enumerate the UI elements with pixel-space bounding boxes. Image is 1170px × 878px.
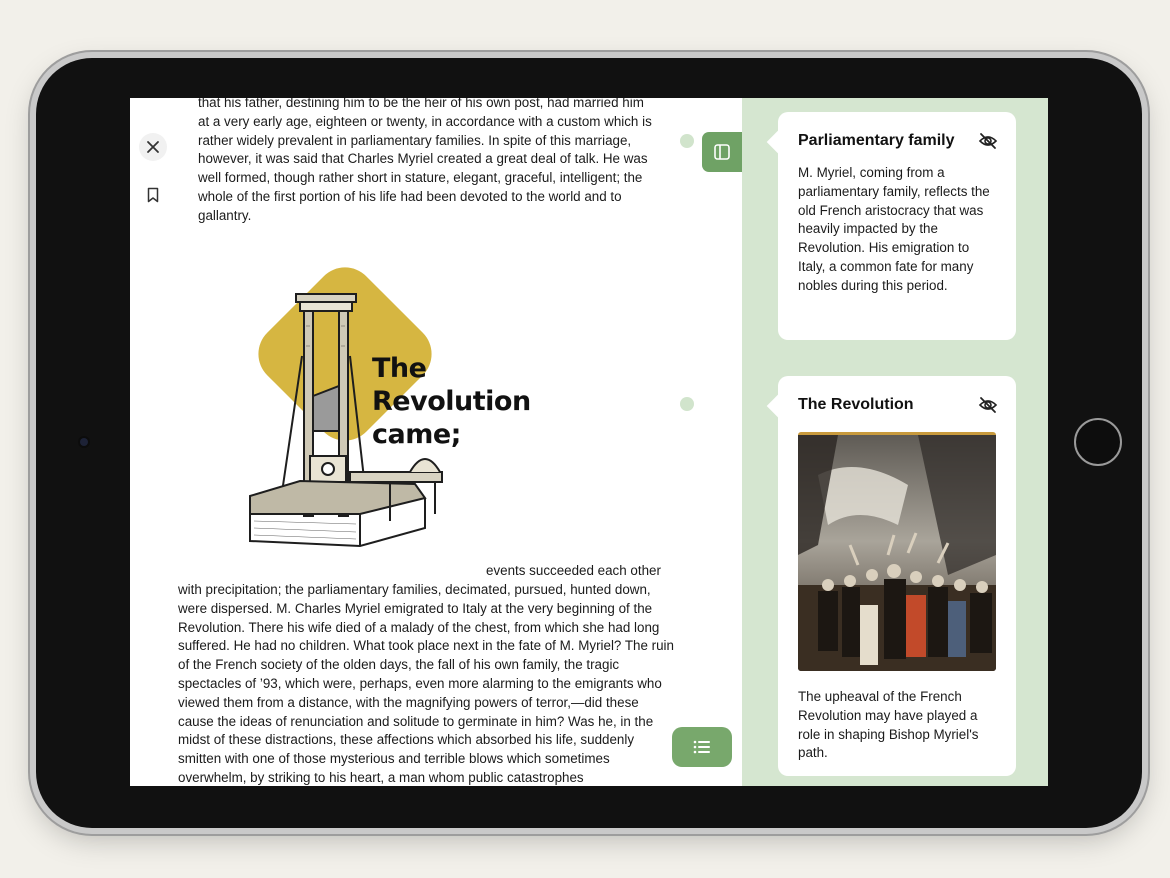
annotation-marker[interactable] (680, 134, 694, 148)
close-icon (146, 140, 160, 154)
annotation-card (778, 112, 1016, 340)
table-of-contents-button[interactable] (672, 727, 732, 767)
list-icon (693, 740, 711, 754)
annotation-title: Parliamentary family (798, 132, 955, 149)
sidebar-panel-icon (713, 143, 731, 161)
home-button[interactable] (1074, 418, 1122, 466)
bookmark-button[interactable] (139, 181, 167, 209)
heading-line: Revolution (372, 386, 531, 417)
annotation-body: M. Myriel, coming from a parliamentary family, reflects the old French aristocracy that was heavily impacted by the Revolution. His emigration to Italy, a common fate for many nobles during this period. (798, 165, 990, 293)
reader-pane (130, 98, 742, 786)
bookmark-icon (146, 187, 160, 203)
eye-off-icon[interactable] (978, 132, 998, 150)
front-camera (80, 438, 88, 446)
annotations-panel (742, 98, 1048, 786)
heading-line: The (372, 353, 427, 384)
book-paragraph: with precipitation; the parliamentary families, decimated, pursued, hunted down, were dispersed. M. Charles Myriel emigrated to Italy at the very beginning of the Revolution. There his wife died of a malady of the chest, from which she had long suffered. He had no children. What took place next in the fate of M. Myriel? The ruin of the French society of the olden days, the fall of his own family, the tragic spectacles of ’93, which were, perhaps, even more alarming to the emigrants who viewed them from a distance, with the magnifying powers of terror,—did these cause the ideas of renunciation and solitude to germinate in him? Was he, in the midst of these distractions, these affections which absorbed his life, suddenly smitten with one of those mysterious and terrible blows which sometimes overwhelm, by striking to his heart, a man whom public catastrophes (178, 582, 674, 785)
panel-toggle-button[interactable] (702, 132, 742, 172)
chapter-heading (372, 352, 531, 451)
book-paragraph: that his father, destining him to be the heir of his own post, had married him at a very early age, eighteen or twenty, in accordance with a custom which is rather widely prevalent in parliamentary families. In spite of this marriage, however, it was said that Charles Myriel created a great deal of talk. He was well formed, though rather short in stature, elegant, graceful, intelligent; the whole of the first portion of his life had been devoted to the world and to gallantry. (198, 98, 652, 223)
annotation-card (778, 376, 1016, 776)
screen (130, 98, 1048, 786)
book-paragraph-start: events succeeded each other (486, 563, 661, 578)
revolution-painting (798, 432, 996, 671)
annotation-title: The Revolution (798, 396, 914, 413)
heading-line: came; (372, 419, 461, 450)
annotation-body: The upheaval of the French Revolution may have played a role in shaping Bishop Myriel's path. (798, 689, 979, 761)
annotation-marker[interactable] (680, 397, 694, 411)
eye-off-icon[interactable] (978, 396, 998, 414)
close-button[interactable] (139, 133, 167, 161)
